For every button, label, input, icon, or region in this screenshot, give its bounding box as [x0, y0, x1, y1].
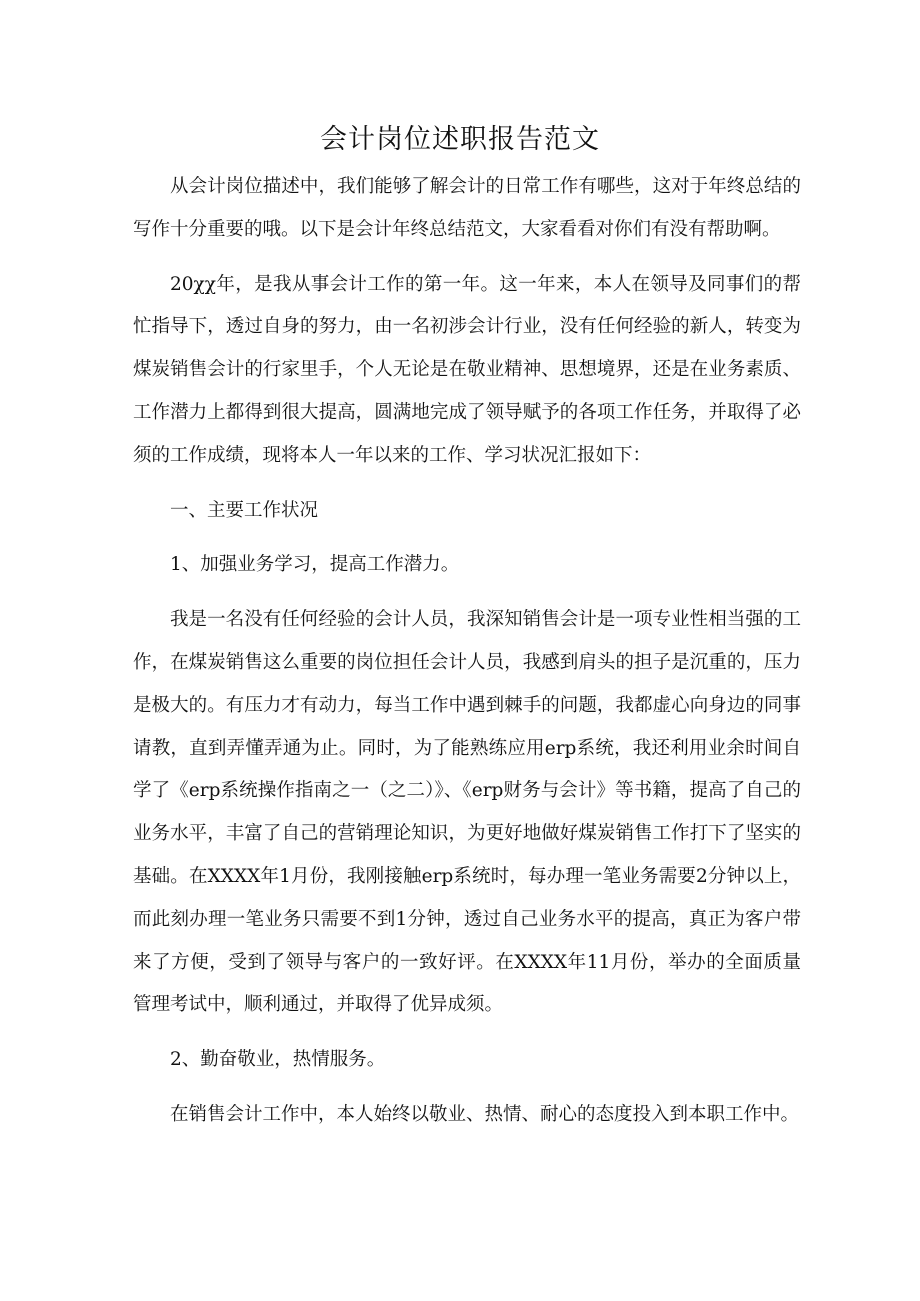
section-heading-main-work: 一、主要工作状况: [170, 499, 319, 521]
document-title: 会计岗位述职报告范文: [320, 124, 600, 155]
intro-paragraph: 从会计岗位描述中，我们能够了解会计的日常工作有哪些，这对于年终总结的写作十分重要的哦。以下是会计年终总结范文，大家看看对你们有没有帮助啊。: [133, 176, 801, 240]
item-heading-service: 2、勤奋敬业，热情服务。: [170, 1049, 386, 1071]
study-paragraph: 我是一名没有任何经验的会计人员，我深知销售会计是一项专业性相当强的工作，在煤炭销售这么重要的岗位担任会计人员，我感到肩头的担子是沉重的，压力是极大的。有压力才有动力，每当工作中遇到棘手的问题，我都虚心向身边的同事请教，直到弄懂弄通为止。同时，为了能熟练应用erp系统，我还利用业余时间自学了《erp系统操作指南之一（之二）》、《erp财务与会计》等书籍，提高了自己的业务水平，丰富了自己的营销理论知识，为更好地做好煤炭销售工作打下了坚实的基础。在XXXX年1月份，我刚接触erp系统时，每办理一笔业务需要2分钟以上，而此刻办理一笔业务只需要不到1分钟，透过自己业务水平的提高，真正为客户带来了方便，受到了领导与客户的一致好评。在XXXX年11月份，举办的全面质量管理考试中，顺利通过，并取得了优异成须。: [133, 609, 801, 1016]
item-heading-study: 1、加强业务学习，提高工作潜力。: [170, 554, 460, 576]
opening-paragraph: 20χχ年，是我从事会计工作的第一年。这一年来，本人在领导及同事们的帮忙指导下，透过自身的努力，由一名初涉会计行业，没有任何经验的新人，转变为煤炭销售会计的行家里手，个人无论是在敬业精神、思想境界，还是在业务素质、工作潜力上都得到很大提高，圆满地完成了领导赋予的各项工作任务，并取得了必须的工作成绩，现将本人一年以来的工作、学习状况汇报如下：: [133, 273, 801, 466]
service-paragraph: 在销售会计工作中，本人始终以敬业、热情、耐心的态度投入到本职工作中。: [170, 1103, 800, 1125]
document-body: [133, 166, 801, 1149]
